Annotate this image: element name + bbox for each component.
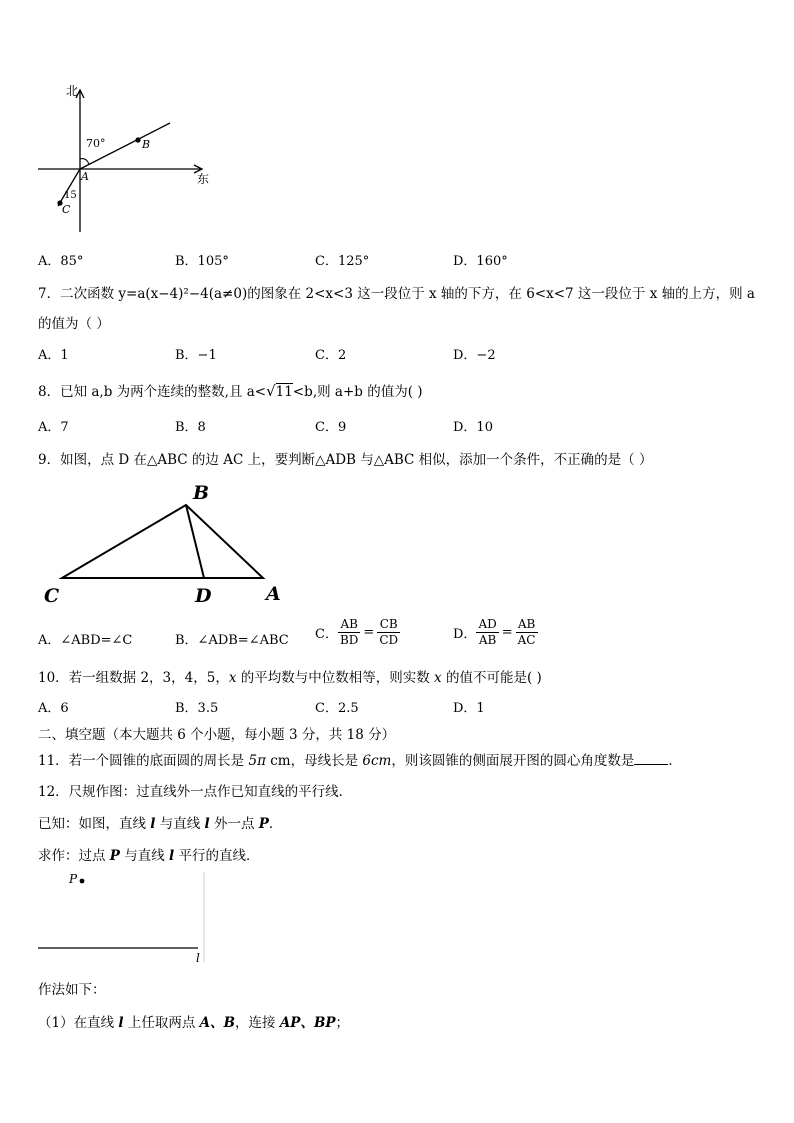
q11-slant-length: 6cm [362, 753, 392, 769]
vertex-b-label: B [193, 482, 210, 504]
q8-text-pre: 8．已知 a,b 为两个连续的整数,且 a< [38, 384, 267, 400]
q7-text-line1: 7．二次函数 y=a(x−4)²−4(a≠0)的图象在 2<x<3 这一段位于 x 轴的下方，在 6<x<7 这一段位于 x 轴的上方，则 a [38, 286, 755, 302]
q7-option-d: D．−2 [453, 348, 496, 363]
q10-option-a: A．6 [38, 701, 69, 716]
fraction-cb-cd [377, 617, 400, 648]
q12-find [38, 844, 259, 864]
q12-step1-pre: （1）在直线 [38, 1015, 119, 1031]
denominator: BD [339, 633, 359, 647]
q11-text-unit: cm，母线长是 [265, 753, 363, 769]
q11-answer-blank[interactable] [634, 752, 668, 765]
q12-step1-mid2: ，连接 [235, 1015, 280, 1031]
q10-text-mid: 的平均数与中位数相等，则实数 [236, 670, 435, 686]
q6-option-c: C．125° [315, 254, 370, 269]
q12-title: 12．尺规作图：过直线外一点作已知直线的平行线． [38, 784, 353, 800]
q12-step1-end: ； [335, 1015, 349, 1031]
q10-text-pre: 10．若一组数据 2，3，4，5， [38, 670, 229, 686]
point-p-label: P [69, 872, 78, 886]
numerator: CB [377, 617, 400, 633]
numerator: AD [478, 617, 497, 631]
q7-option-b: B．−1 [175, 348, 217, 363]
q9-option-c [315, 617, 400, 648]
q12-method-heading: 作法如下： [38, 982, 106, 998]
numerator: AB [338, 617, 360, 633]
point-p-symbol: P [109, 848, 120, 864]
q12-known-pre: 已知：如图，直线 [38, 816, 151, 832]
q11-question [38, 749, 682, 769]
q12-step-1 [38, 1011, 349, 1031]
vertex-d-label: D [195, 585, 212, 607]
q12-step1-mid: 上任取两点 [123, 1015, 200, 1031]
q12-known-end: ． [268, 816, 283, 832]
q9-option-a: A．∠ABD=∠C [38, 633, 133, 648]
q10-text-post: 的值不可能是( ) [441, 670, 542, 686]
q7-option-c: C．2 [315, 348, 347, 363]
angle-70-arc [80, 159, 89, 164]
q9-option-d-prefix: D． [453, 627, 477, 642]
q9-option-d [453, 617, 538, 648]
q8-option-b: B．8 [175, 420, 206, 435]
q8-radicand: 11 [275, 384, 293, 400]
vertex-c-label: C [44, 585, 60, 607]
q12-known-mid2: 外一点 [209, 816, 259, 832]
q8-option-a: A．7 [38, 420, 69, 435]
fraction-ab-bd [338, 617, 360, 648]
points-ab: A、B [199, 1015, 236, 1031]
q10-question [38, 666, 542, 686]
line-l-symbol: l [150, 816, 156, 832]
q9-option-b: B．∠ADB=∠ABC [175, 633, 289, 648]
point-b-dot [135, 137, 140, 142]
point-b-label: B [142, 138, 151, 151]
line-l-symbol: l [118, 1015, 124, 1031]
triangle-figure [38, 478, 298, 608]
north-label: 北 [66, 84, 79, 98]
compass-figure [30, 80, 220, 240]
q11-text-pre: 11．若一个圆锥的底面圆的周长是 [38, 753, 249, 769]
q12-find-mid: 与直线 [119, 848, 170, 864]
denominator: CD [379, 633, 399, 647]
q7-option-a: A．1 [38, 348, 69, 363]
q10-option-d: D．1 [453, 701, 485, 716]
q12-known [38, 812, 282, 832]
q10-var-x: x [434, 670, 442, 686]
east-label: 东 [197, 172, 210, 186]
fraction-ab-ac [516, 617, 538, 648]
point-c-label: C [62, 203, 71, 216]
q11-text-end: ． [668, 753, 682, 769]
q10-option-b: B．3.5 [175, 701, 219, 716]
q10-var-x: x [228, 670, 237, 686]
line-l-symbol: l [169, 848, 175, 864]
line-l-label: l [196, 951, 200, 965]
q11-text-post: ，则该圆锥的侧面展开图的圆心角度数是 [391, 753, 635, 769]
point-p-symbol: P [258, 816, 269, 832]
parallel-line-figure [36, 866, 212, 968]
q9-text: 9．如图，点 D 在△ABC 的边 AC 上，要判断△ADB 与△ABC 相似，添加一个条件，不正确的是（ ） [38, 452, 653, 468]
segments-ap-bp: AP、BP [279, 1015, 336, 1031]
q6-option-d: D．160° [453, 254, 508, 269]
q12-find-pre: 求作：过点 [38, 848, 110, 864]
section-2-heading: 二、填空题（本大题共 6 个小题，每小题 3 分，共 18 分） [38, 727, 396, 743]
line-l-symbol: l [204, 816, 210, 832]
denominator: AC [517, 633, 536, 647]
point-p-dot [80, 879, 85, 884]
q6-option-b: B．105° [175, 254, 229, 269]
angle-15-label: 15 [64, 190, 77, 201]
q10-option-c: C．2.5 [315, 701, 359, 716]
q12-find-end: 平行的直线． [174, 848, 260, 864]
q12-known-mid: 与直线 [155, 816, 205, 832]
q8-question [38, 380, 423, 400]
q9-option-c-prefix: C． [315, 627, 338, 642]
equals-sign: = [501, 625, 513, 640]
q8-option-d: D．10 [453, 420, 493, 435]
segment-bd [186, 505, 204, 578]
q11-circumference: 5π [248, 753, 266, 769]
sqrt-sign-icon: √ [266, 382, 276, 400]
equals-sign: = [363, 625, 375, 640]
q6-option-a: A．85° [38, 254, 84, 269]
fraction-ad-ab [476, 617, 498, 648]
triangle-abc [62, 505, 263, 578]
numerator: AB [516, 617, 538, 633]
point-a-label: A [81, 170, 89, 183]
denominator: AB [478, 633, 497, 647]
angle-70-label: 70° [86, 137, 106, 150]
q7-text-line2: 的值为（ ） [38, 316, 110, 332]
vertex-a-label: A [266, 583, 281, 605]
q8-text-post: <b,则 a+b 的值为( ) [292, 384, 423, 400]
q8-option-c: C．9 [315, 420, 347, 435]
